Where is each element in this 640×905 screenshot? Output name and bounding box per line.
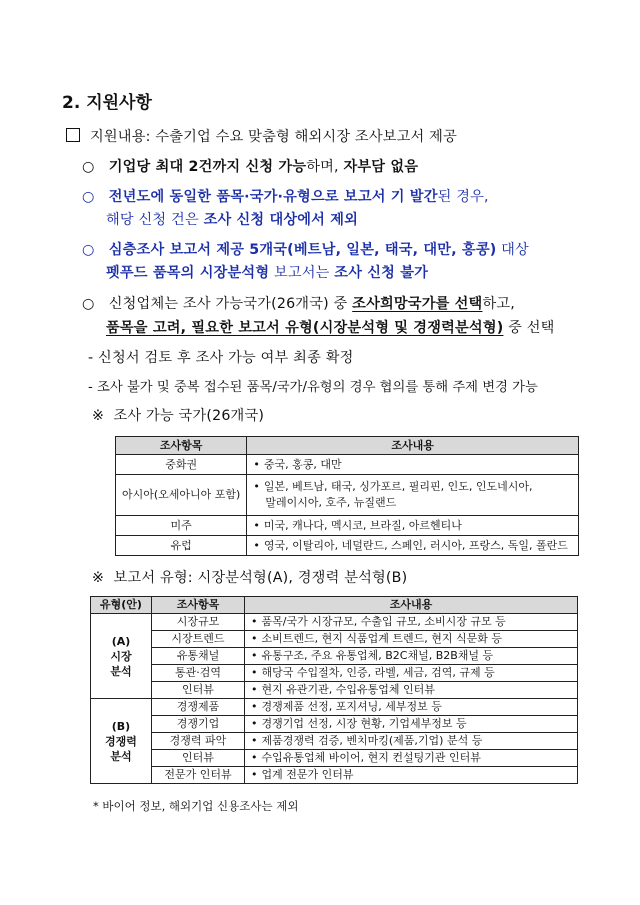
item-3-d: 보고서는 xyxy=(269,265,335,281)
item-3-c: 펫푸드 품목의 시장분석형 xyxy=(106,265,270,281)
content-cell xyxy=(247,455,579,475)
bullet-mark: • xyxy=(251,632,258,645)
content-text: 경쟁기업 선정, 시장 현황, 기업세부정보 등 xyxy=(261,717,467,730)
circle-bullet-icon: ○ xyxy=(82,159,95,175)
content-text: 업계 전문가 인터뷰 xyxy=(261,768,354,781)
item-cell: 경쟁력 파악 xyxy=(152,733,245,750)
dash-mark: - xyxy=(88,350,94,366)
support-content-line: 지원내용: 수출기업 수요 맞춤형 해외시장 조사보고서 제공 xyxy=(66,126,457,146)
item-3-cont xyxy=(106,262,428,282)
header-cell: 조사내용 xyxy=(247,437,579,455)
table-header-row xyxy=(91,597,578,614)
countries-table xyxy=(115,436,579,556)
content-text: 품목/국가 시장규모, 수출입 규모, 소비시장 규모 등 xyxy=(261,615,506,628)
content-cell xyxy=(245,716,578,733)
content-cell xyxy=(245,699,578,716)
group-b-name: 분석 xyxy=(110,749,132,763)
item-2-a: 전년도에 동일한 품목·국가·유형으로 보고서 기 발간 xyxy=(108,189,438,205)
content-cell xyxy=(245,750,578,767)
bullet-mark: • xyxy=(251,768,258,781)
group-a-name: 시장 xyxy=(110,649,132,663)
table-row xyxy=(116,516,579,536)
group-a-cell xyxy=(91,614,152,699)
item-3-e: 조사 신청 불가 xyxy=(334,265,429,281)
content-cell xyxy=(247,536,579,556)
section-title: 2. 지원사항 xyxy=(62,93,152,113)
bullet-mark: • xyxy=(253,458,260,471)
table-row xyxy=(91,665,578,682)
item-cell: 경쟁제품 xyxy=(152,699,245,716)
item-4-b: 조사희망국가를 선택 xyxy=(352,296,483,312)
bullet-mark: • xyxy=(251,751,258,764)
item-cell: 전문가 인터뷰 xyxy=(152,767,245,784)
header-cell: 조사내용 xyxy=(245,597,578,614)
area-cell: 미주 xyxy=(116,516,247,536)
item-cell: 인터뷰 xyxy=(152,682,245,699)
content-text: 수입유통업체 바이어, 현지 컨설팅기관 인터뷰 xyxy=(261,751,481,764)
dash-line-1 xyxy=(88,347,354,367)
item-3-a: 심층조사 보고서 제공 5개국(베트남, 일본, 태국, 대만, 홍콩) xyxy=(108,242,497,258)
circle-bullet-icon: ○ xyxy=(82,189,95,205)
content-line: 말레이시아, 호주, 뉴질랜드 xyxy=(265,496,397,509)
table-header-row xyxy=(116,437,579,455)
item-3-b: 대상 xyxy=(496,242,529,258)
group-a-code: (A) xyxy=(111,634,131,648)
group-b-code: (B) xyxy=(111,719,131,733)
content-cell xyxy=(247,475,579,516)
bullet-mark: • xyxy=(251,717,258,730)
group-a-name: 분석 xyxy=(110,664,132,678)
support-content-label: 지원내용 xyxy=(90,129,146,145)
content-text: 제품경쟁력 검증, 벤치마킹(제품,기업) 분석 등 xyxy=(261,734,483,747)
item-3 xyxy=(82,239,529,259)
checkbox-square-icon xyxy=(66,128,80,142)
support-content-text: 수출기업 수요 맞춤형 해외시장 조사보고서 제공 xyxy=(155,129,457,145)
item-1-bold: 기업당 최대 2건까지 신청 가능 xyxy=(108,159,307,175)
item-cell: 인터뷰 xyxy=(152,750,245,767)
note-countries-text: 조사 가능 국가(26개국) xyxy=(113,408,265,424)
content-line: 일본, 베트남, 태국, 싱가포르, 필리핀, 인도, 인도네시아, xyxy=(263,480,533,493)
table-row xyxy=(116,455,579,475)
content-line: 미국, 캐나다, 멕시코, 브라질, 아르헨티나 xyxy=(263,519,462,532)
dash-line-2 xyxy=(88,376,538,395)
content-cell xyxy=(245,767,578,784)
content-cell xyxy=(245,631,578,648)
content-cell xyxy=(245,614,578,631)
group-b-name: 경쟁력 xyxy=(105,734,137,748)
item-1-mid: 하며, xyxy=(306,159,344,175)
header-cell: 조사항목 xyxy=(152,597,245,614)
item-2-b: 된 경우, xyxy=(437,189,489,205)
table-row xyxy=(91,767,578,784)
content-cell xyxy=(245,665,578,682)
bullet-mark: • xyxy=(253,539,260,552)
table-row xyxy=(116,536,579,556)
dash-text-1: 신청서 검토 후 조사 가능 여부 최종 확정 xyxy=(98,350,354,366)
content-cell xyxy=(245,682,578,699)
item-1-bold2: 자부담 없음 xyxy=(343,159,419,175)
item-4 xyxy=(82,293,515,313)
table-row xyxy=(116,475,579,516)
table-row xyxy=(91,750,578,767)
item-4-c: 하고, xyxy=(482,296,515,312)
note-types-text: 보고서 유형: 시장분석형(A), 경쟁력 분석형(B) xyxy=(113,570,408,586)
content-line: 영국, 이탈리아, 네덜란드, 스페인, 러시아, 프랑스, 독일, 폴란드 xyxy=(263,539,568,552)
header-cell: 조사항목 xyxy=(116,437,247,455)
content-line: 중국, 홍콩, 대만 xyxy=(263,458,342,471)
note-types xyxy=(92,567,407,587)
table-row xyxy=(91,631,578,648)
item-cell: 시장규모 xyxy=(152,614,245,631)
item-2 xyxy=(82,186,489,206)
bullet-mark: • xyxy=(251,649,258,662)
item-cell: 시장트렌드 xyxy=(152,631,245,648)
item-2-c: 해당 신청 건은 xyxy=(106,212,204,228)
bullet-mark: • xyxy=(251,683,258,696)
table-row xyxy=(91,733,578,750)
item-2-cont xyxy=(106,209,358,229)
circle-bullet-icon: ○ xyxy=(82,296,95,312)
reference-mark: ※ xyxy=(92,408,105,424)
table-row xyxy=(91,682,578,699)
content-text: 유통구조, 주요 유통업체, B2C채널, B2B채널 등 xyxy=(261,649,494,662)
reference-mark: ※ xyxy=(92,570,105,586)
item-2-d: 조사 신청 대상에서 제외 xyxy=(203,212,359,228)
table-row xyxy=(91,614,578,631)
content-text: 소비트렌드, 현지 식품업계 트렌드, 현지 식문화 등 xyxy=(261,632,502,645)
item-cell: 유통채널 xyxy=(152,648,245,665)
circle-bullet-icon: ○ xyxy=(82,242,95,258)
content-text: 현지 유관기관, 수입유통업체 인터뷰 xyxy=(261,683,435,696)
bullet-mark: • xyxy=(251,734,258,747)
item-4-cont xyxy=(106,317,555,337)
bullet-mark: • xyxy=(251,615,258,628)
item-cell: 통관·검역 xyxy=(152,665,245,682)
item-4-a: 신청업체는 조사 가능국가(26개국) 중 xyxy=(108,296,353,312)
dash-mark: - xyxy=(88,380,93,395)
content-cell xyxy=(247,516,579,536)
bullet-mark: • xyxy=(253,480,260,493)
item-4-e: 중 선택 xyxy=(503,320,555,336)
content-text: 경쟁제품 선정, 포지셔닝, 세부정보 등 xyxy=(261,700,442,713)
group-b-cell xyxy=(91,699,152,784)
area-cell: 아시아(오세아니아 포함) xyxy=(116,475,247,516)
content-cell xyxy=(245,733,578,750)
note-countries xyxy=(92,405,264,425)
bullet-mark: • xyxy=(251,666,258,679)
bullet-mark: • xyxy=(253,519,260,532)
content-text: 해당국 수입절차, 인증, 라벨, 세금, 검역, 규제 등 xyxy=(261,666,495,679)
area-cell: 유럽 xyxy=(116,536,247,556)
item-4-d: 품목을 고려, 필요한 보고서 유형(시장분석형 및 경쟁력분석형) xyxy=(106,320,504,336)
item-cell: 경쟁기업 xyxy=(152,716,245,733)
types-table xyxy=(90,596,578,784)
area-cell: 중화권 xyxy=(116,455,247,475)
header-cell: 유형(안) xyxy=(91,597,152,614)
table-row xyxy=(91,716,578,733)
table-row xyxy=(91,699,578,716)
item-1 xyxy=(82,156,418,176)
dash-text-2: 조사 불가 및 중복 접수된 품목/국가/유형의 경우 협의를 통해 주제 변경 가능 xyxy=(97,380,538,395)
footnote: * 바이어 정보, 해외기업 신용조사는 제외 xyxy=(93,799,299,813)
table-row xyxy=(91,648,578,665)
content-cell xyxy=(245,648,578,665)
bullet-mark: • xyxy=(251,700,258,713)
